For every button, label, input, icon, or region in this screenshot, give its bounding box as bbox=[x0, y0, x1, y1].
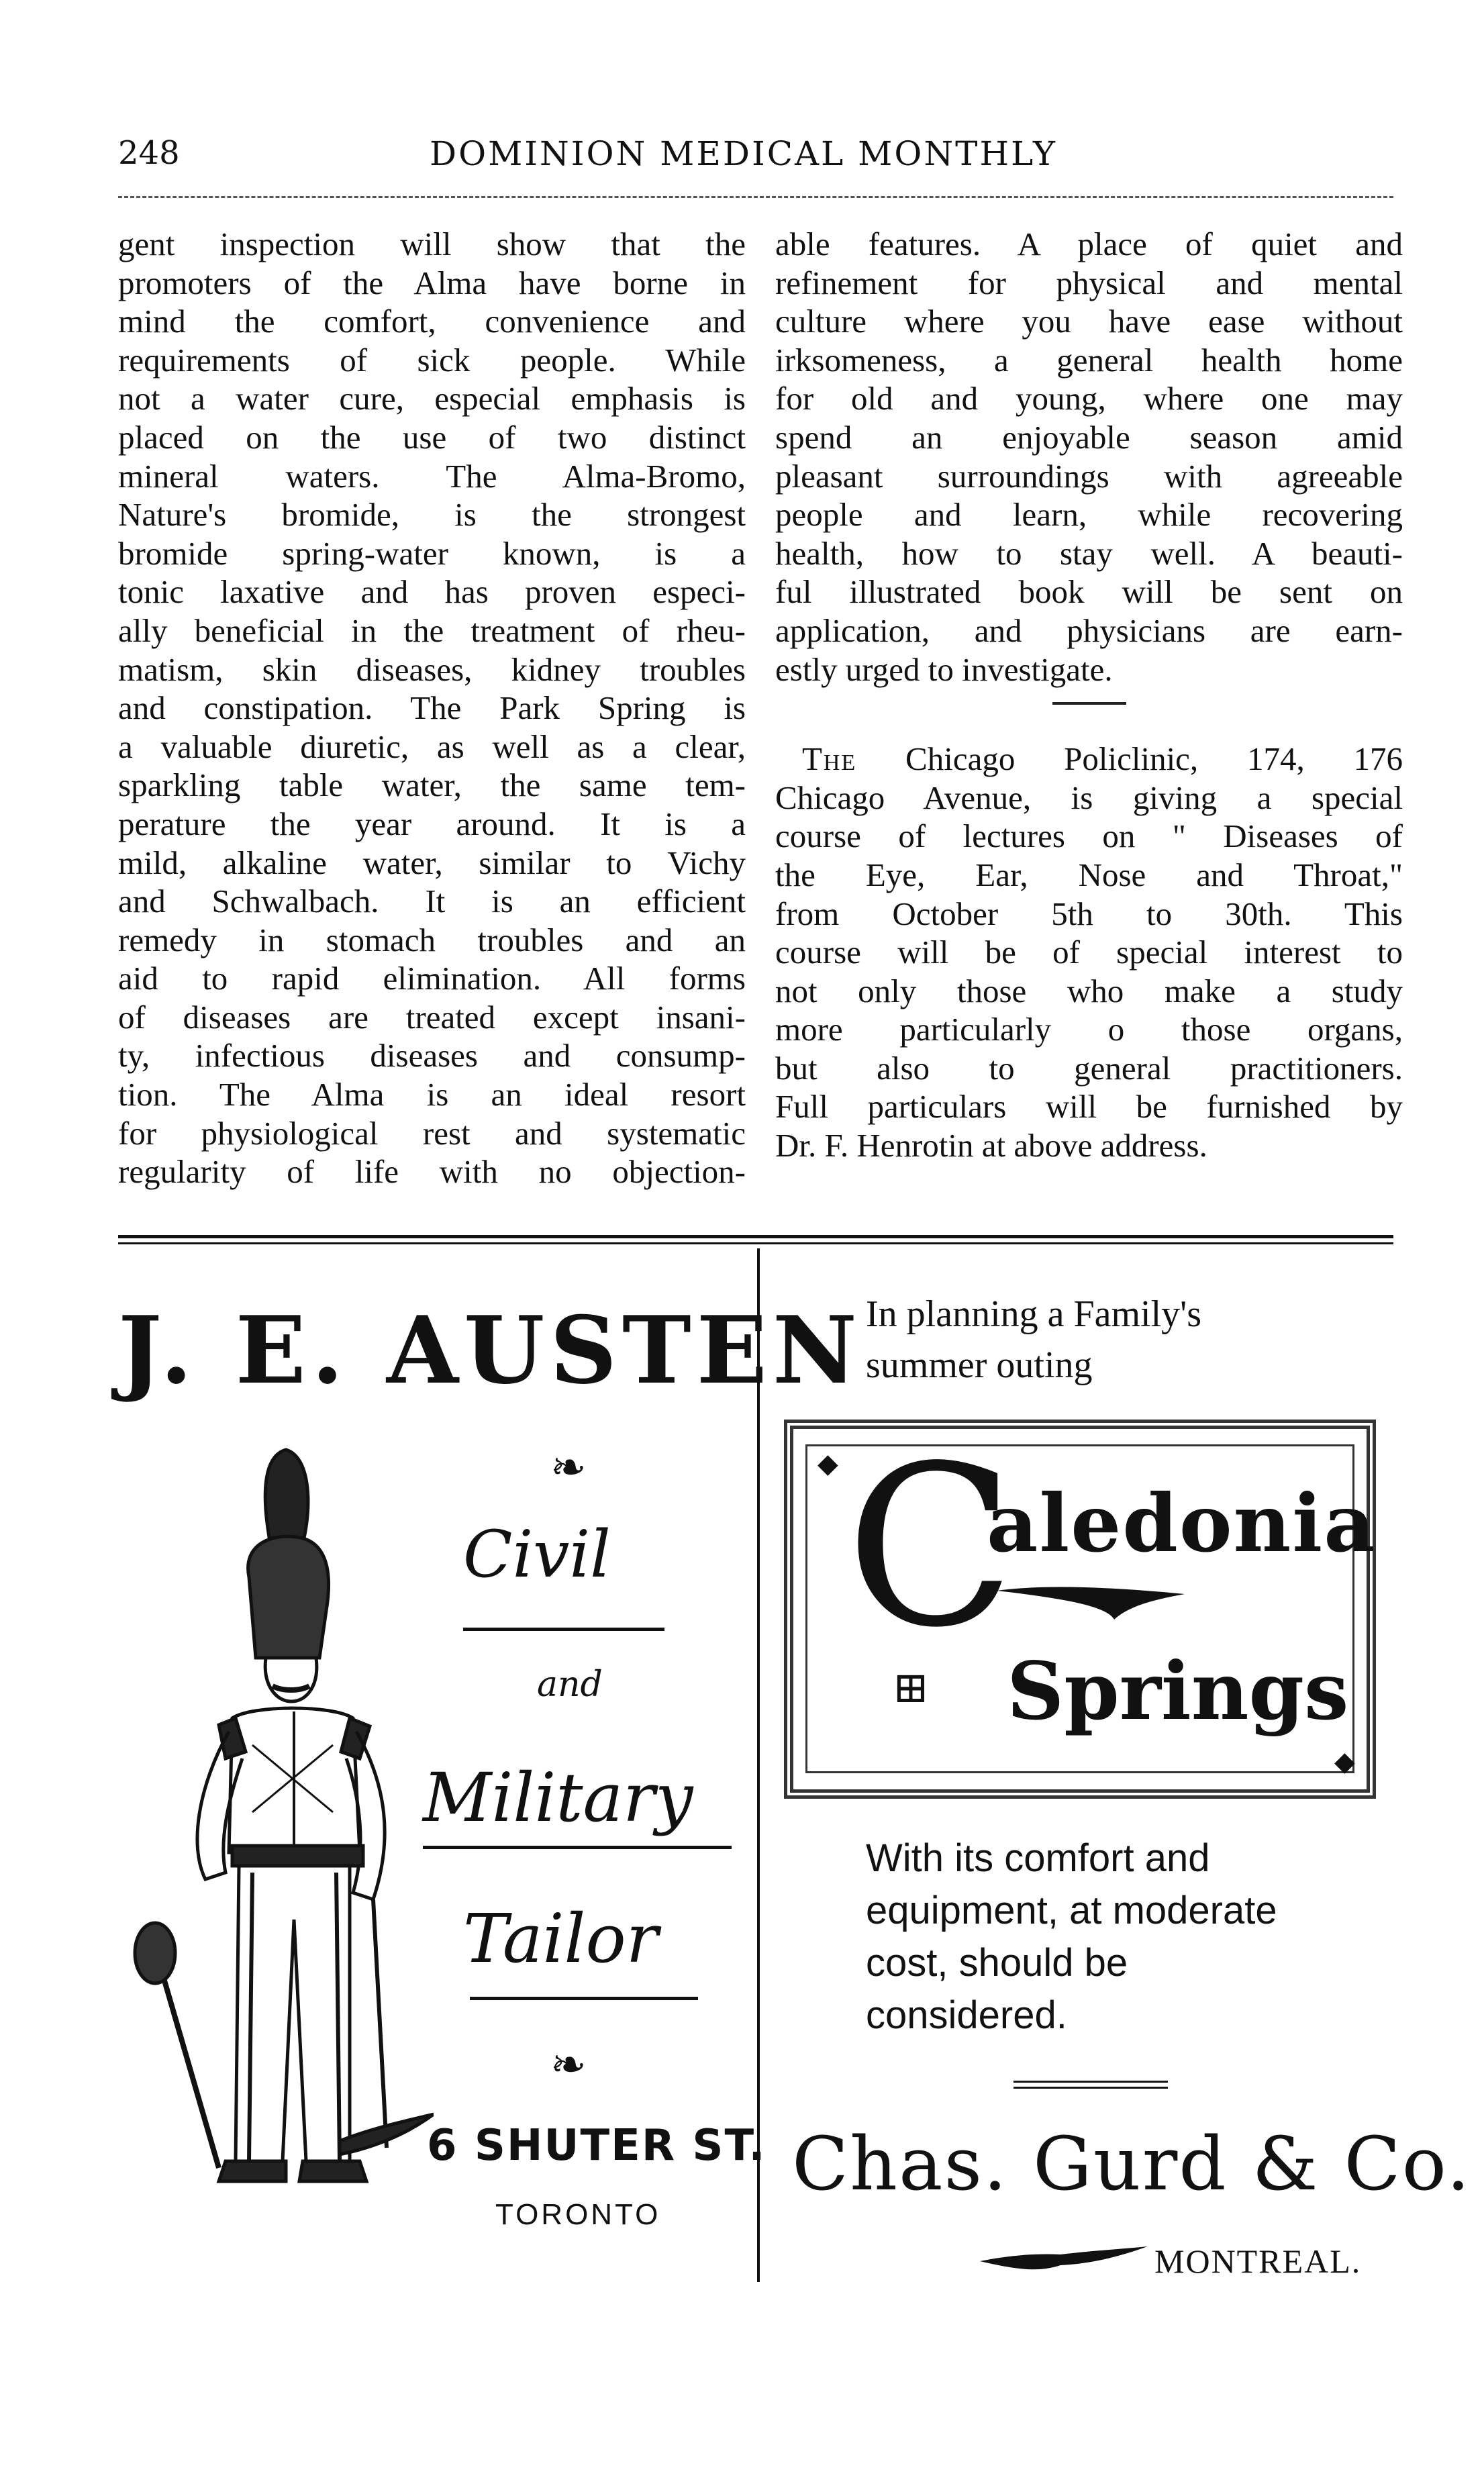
body-line: With its comfort and bbox=[866, 1836, 1210, 1880]
text-line: and Schwalbach. It is an efficient bbox=[118, 883, 746, 920]
text-line: for old and young, where one may bbox=[775, 380, 1403, 417]
text-line: regularity of life with no objection- bbox=[118, 1153, 746, 1191]
caledonia-body bbox=[866, 1832, 1277, 2042]
fleuron-icon: ❧ bbox=[550, 2040, 587, 2090]
diamond-icon: ◆ bbox=[1334, 1746, 1355, 1777]
text-line: people and learn, while recovering bbox=[775, 496, 1403, 534]
tailor-word: Tailor bbox=[463, 1899, 658, 1978]
intro-line: In planning a Family's bbox=[866, 1293, 1202, 1335]
tailor-underline bbox=[470, 1997, 698, 2000]
text-line: Dr. F. Henrotin at above address. bbox=[775, 1127, 1207, 1164]
text-line: course of lectures on " Diseases of bbox=[775, 817, 1403, 855]
body-line: cost, should be bbox=[866, 1941, 1128, 1985]
text-line: pleasant surroundings with agreeable bbox=[775, 457, 1403, 495]
caledonia-logo-springs: Springs bbox=[1007, 1644, 1349, 1738]
text-line: more particularly o those organs, bbox=[775, 1011, 1403, 1048]
text-line: requirements of sick people. While bbox=[118, 341, 746, 379]
military-word: Military bbox=[423, 1758, 693, 1837]
text-line: bromide spring-water known, is a bbox=[118, 534, 746, 572]
text-line: able features. A place of quiet and bbox=[775, 226, 1403, 262]
text-line-rest: Chicago Policlinic, 174, 176 bbox=[856, 740, 1403, 778]
text-line: course will be of special interest to bbox=[775, 934, 1403, 971]
text-line: health, how to stay well. A beauti- bbox=[775, 534, 1403, 572]
text-line: estly urged to investigate. bbox=[775, 650, 1113, 688]
text-line: ful illustrated book will be sent on bbox=[775, 573, 1403, 611]
ornament-square-icon: ⊞ bbox=[893, 1663, 929, 1713]
text-line: mind the comfort, convenience and bbox=[118, 303, 746, 340]
text-line: mineral waters. The Alma-Bromo, bbox=[118, 457, 746, 495]
text-line: tonic laxative and has proven especi- bbox=[118, 573, 746, 611]
text-line: and constipation. The Park Spring is bbox=[118, 689, 746, 727]
text-line: for physiological rest and systematic bbox=[118, 1114, 746, 1152]
text-line: mild, alkaline water, similar to Vichy bbox=[118, 844, 746, 881]
text-line: a valuable diuretic, as well as a clear, bbox=[118, 728, 746, 765]
text-line: aid to rapid elimination. All forms bbox=[118, 960, 746, 997]
company-name: Chas. Gurd & Co. bbox=[792, 2121, 1471, 2207]
text-line: Full particulars will be furnished by bbox=[775, 1088, 1403, 1126]
header-rule bbox=[118, 196, 1393, 198]
intro-line: summer outing bbox=[866, 1344, 1093, 1386]
article-right-column bbox=[775, 225, 1403, 1165]
running-title: DOMINION MEDICAL MONTHLY bbox=[430, 134, 1058, 173]
text-line: culture where you have ease without bbox=[775, 303, 1403, 340]
ad-section-rule bbox=[118, 1235, 1393, 1244]
text-line: perature the year around. It is a bbox=[118, 805, 746, 842]
text-line: promoters of the Alma have borne in bbox=[118, 264, 746, 301]
arrow-swash bbox=[980, 2245, 1148, 2276]
text-line: refinement for physical and mental bbox=[775, 264, 1403, 301]
text-line: sparkling table water, the same tem- bbox=[118, 766, 746, 804]
text-line: remedy in stomach troubles and an bbox=[118, 921, 746, 958]
soldier-illustration bbox=[118, 1436, 434, 2228]
austen-address: 6 SHUTER ST. bbox=[427, 2121, 766, 2171]
text-line: Chicago Avenue, is giving a special bbox=[775, 779, 1403, 816]
civil-underline bbox=[463, 1628, 664, 1631]
fleuron-icon: ❧ bbox=[550, 1443, 587, 1493]
text-line: irksomeness, a general health home bbox=[775, 341, 1403, 379]
text-line: not a water cure, especial emphasis is bbox=[118, 380, 746, 417]
text-line: ty, infectious diseases and consump- bbox=[118, 1037, 746, 1075]
text-line: but also to general practitioners. bbox=[775, 1049, 1403, 1087]
austen-title: J. E. AUSTEN bbox=[118, 1295, 863, 1405]
text-line: from October 5th to 30th. This bbox=[775, 895, 1403, 932]
text-line: placed on the use of two distinct bbox=[118, 418, 746, 456]
austen-city: TORONTO bbox=[495, 2198, 661, 2231]
civil-word: Civil bbox=[463, 1517, 611, 1592]
text-line: gent inspection will show that the bbox=[118, 226, 746, 262]
text-line: Nature's bromide, is the strongest bbox=[118, 496, 746, 534]
company-city: MONTREAL. bbox=[1154, 2242, 1362, 2280]
caledonia-logo-initial: C bbox=[846, 1418, 1016, 1676]
text-line: ally beneficial in the treatment of rheu- bbox=[118, 611, 746, 649]
diamond-icon: ◆ bbox=[818, 1448, 838, 1479]
text-line: not only those who make a study bbox=[775, 972, 1403, 1009]
lead-word: The bbox=[802, 740, 857, 778]
caledonia-logo-word: aledonia bbox=[987, 1477, 1377, 1570]
page-number: 248 bbox=[118, 134, 180, 172]
gurd-rule bbox=[1013, 2081, 1168, 2089]
text-line: spend an enjoyable season amid bbox=[775, 418, 1403, 456]
text-line: of diseases are treated except insani- bbox=[118, 998, 746, 1036]
caledonia-intro bbox=[866, 1289, 1201, 1391]
text-line: tion. The Alma is an ideal resort bbox=[118, 1076, 746, 1113]
and-word: and bbox=[537, 1665, 603, 1705]
text-line: matism, skin diseases, kidney troubles bbox=[118, 650, 746, 688]
body-line: considered. bbox=[866, 1993, 1067, 2037]
text-line bbox=[775, 740, 1403, 779]
text-line: application, and physicians are earn- bbox=[775, 611, 1403, 649]
section-divider bbox=[1052, 702, 1126, 705]
military-underline bbox=[423, 1846, 732, 1849]
article-left-column bbox=[118, 225, 746, 1191]
caledonia-swash bbox=[993, 1574, 1188, 1621]
text-line: the Eye, Ear, Nose and Throat," bbox=[775, 856, 1403, 893]
body-line: equipment, at moderate bbox=[866, 1889, 1277, 1932]
